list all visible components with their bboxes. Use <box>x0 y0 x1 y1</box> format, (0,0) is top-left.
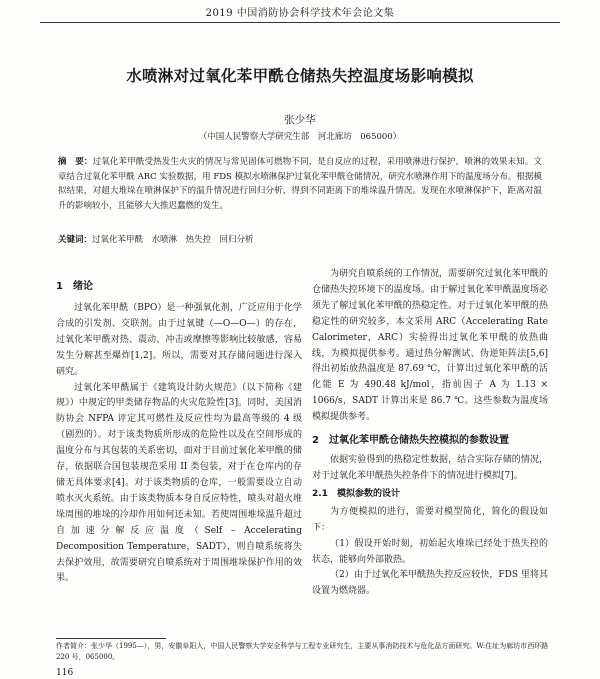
footnote-rule <box>56 638 166 639</box>
keywords-text: 过氧化苯甲酰 水喷淋 热失控 回归分析 <box>92 235 254 245</box>
affiliation: （中国人民警察大学研究生部 河北廊坊 065000） <box>198 132 402 142</box>
body-paragraph: 过氧化苯甲酰（BPO）是一种强氧化剂，广泛应用于化学合成的引发剂、交联剂。由于过氧键（—O—O—）的存在，过氧化苯甲酰对热、震动、冲击或摩擦等影响比较敏感，容易发生分解甚至爆炸[1,2]。所以，需要对其存储问题进行深入研究。 <box>56 303 302 377</box>
subsection-heading: 2.1 模拟参数的设计 <box>312 488 400 499</box>
paper-title: 水喷淋对过氧化苯甲酰仓储热失控温度场影响模拟 <box>126 67 474 85</box>
abstract-label: 摘 要： <box>58 157 93 167</box>
section-heading-2: 2 过氧化苯甲酰仓储热失控模拟的参数设置 <box>312 435 509 447</box>
body-paragraph: （1）假设开始时刻，初始起火堆垛已经处于热失控的状态，能够向外部散热。 <box>312 538 548 565</box>
body-paragraph: （2）由于过氧化苯甲酰热失控反应较快，FDS 里将其设置为燃烧器。 <box>312 570 548 597</box>
left-column <box>56 278 302 587</box>
section-heading-1: 1 绪论 <box>56 281 93 292</box>
page-number: 116 <box>56 668 74 678</box>
body-paragraph: 依据实验得到的热稳定性数据，结合实际存储的情况，对于过氧化苯甲酰热失控条件下的情况进行模拟[7]。 <box>312 455 548 481</box>
abstract-text: 过氧化苯甲酰受热发生火灾的情况与常见固体可燃物不同，是自反应的过程，采用喷淋进行保护，喷淋的效果未知。文章结合过氧化苯甲酰 ARC 实验数据，用 FDS 模拟水喷淋保护过氧化苯甲酰仓储情况，研究水喷淋作用下的温度场分布。根据模拟结果，对超大堆垛在喷淋保护下的温升情况进行回归分析，得到不同距离下的堆垛温升情况。发现在水喷淋保护下，距离对温升的影响较小，且能够大大推迟蠢燃的发生。 <box>58 157 542 211</box>
keywords <box>58 233 542 247</box>
body-paragraph: 过氧化苯甲酰属于《建筑设计防火规范》（以下简称《建规》）中规定的甲类储存物品的火灾危险性[3]。同时，美国消防协会 NFPA 评定其可燃性及反应性均为最高等级的 4 级（剧烈的）。对于该类物质所形成的危险性以及在空间形成的温度分布与其包装的关系密切，面对于目前过氧化苯甲酰的储存，依据联合国包装规范采用 II 类包装，对于在仓库内的存储无具体要求[4]。对于该类物质的仓库，一般需要设立自动喷水灭火系统。由于该类物质本身自反应特性，喷头对超火堆垛周围的堆垛的冷却作用如何还未知。若使周围堆垛温升超过自加速分解反应温度（Self – Accelerating Decomposition Temperature，SADT），则自喷系统将失去保护效用，故需要研究自喷系统对于周围堆垛保护作用的效果。 <box>56 382 302 584</box>
keywords-label: 关键词： <box>58 235 93 245</box>
right-column <box>312 267 548 600</box>
body-paragraph: 为研究自喷系统的工作情况，需要研究过氧化苯甲酰的仓储热失控环境下的温度场。由于解过氧化苯甲酰温度场必须先了解过氧化苯甲酰的热稳定性。对于过氧化苯甲酰的热稳定性的研究较多，本文采用 ARC（Accelerating Rate Calorimeter，ARC）实验得出过氧化苯甲酰的放热曲线，为模拟提供参考。通过热分解测试、伪逆矩阵法[5,6]得出初始放热温度是 87.69 ℃，计算出过氧化苯甲酰的活化能 E 为 490.48 kJ/mol，指前因子 A 为 1.13 × 1066/s，SADT 计算出来是 86.7 ℃。这些参数为温度场模拟提供参考。 <box>312 269 548 423</box>
running-header: 2019 中国消防协会科学技术年会论文集 <box>40 4 560 23</box>
body-paragraph: 为方便模拟的进行，需要对模型简化，简化的假设如下： <box>312 506 548 533</box>
author-name: 张少华 <box>284 114 316 126</box>
footnote: 作者简介：张少华（1995—），男，安徽阜阳人，中国人民警察大学安全科学与工程专业研究生，主要从事消防技术与危化品方面研究。W:住址为廊坊市西环路 220 号，065000。 <box>56 642 549 661</box>
abstract <box>58 155 542 213</box>
